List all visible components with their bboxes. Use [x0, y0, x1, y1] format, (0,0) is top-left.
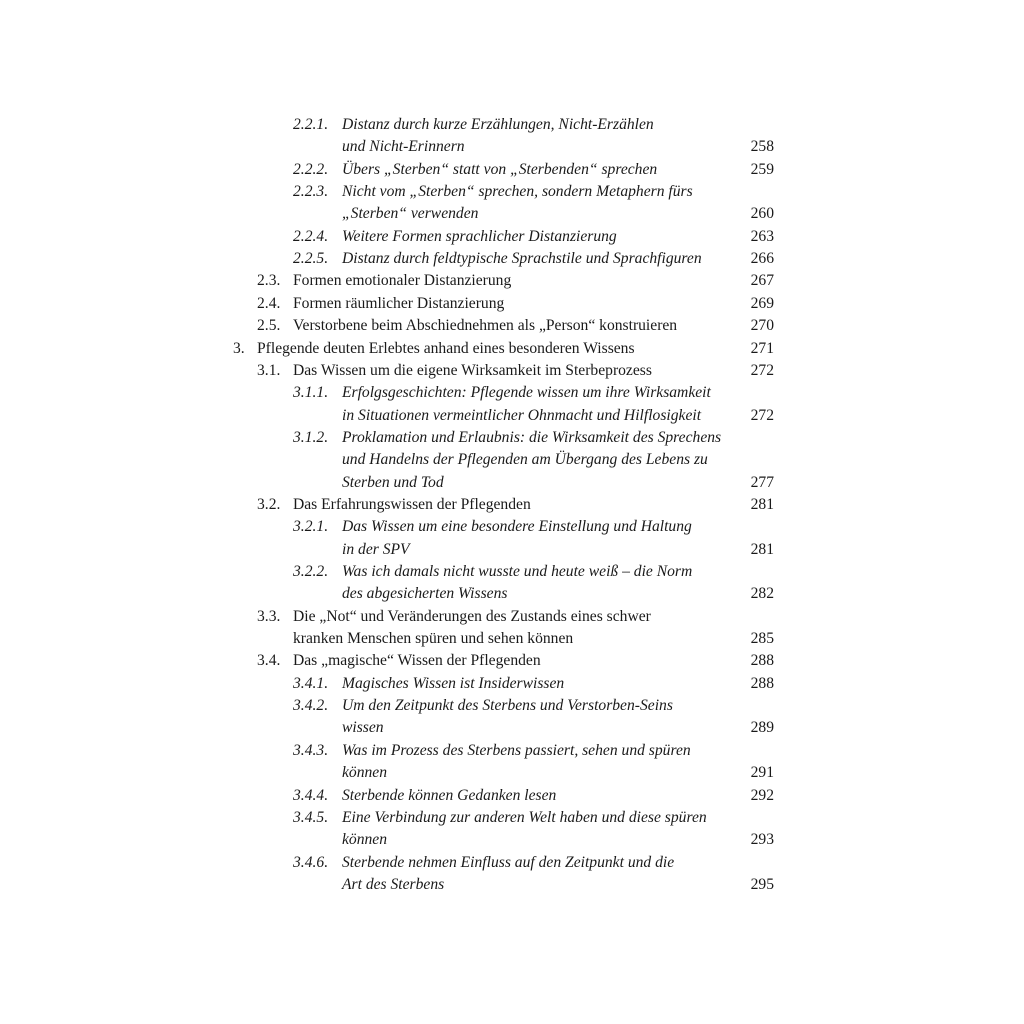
- toc-entry-page-number: 282: [750, 585, 774, 603]
- toc-entry-title-line: Proklamation und Erlaubnis: die Wirksamkeit des Sprechens: [342, 428, 722, 446]
- toc-entry-number: 3.1.1.: [293, 384, 329, 402]
- toc-entry-title-line: und Handelns der Pflegenden am Übergang des Lebens zu: [342, 451, 708, 469]
- toc-entry-number: 3.: [233, 339, 245, 357]
- toc-entry-number: 3.4.6.: [293, 853, 329, 871]
- toc-entry-number: 3.4.2.: [293, 697, 329, 715]
- toc-entry-number: 2.2.5.: [293, 250, 329, 268]
- toc-entry: [0, 787, 1024, 809]
- toc-entry: [0, 295, 1024, 317]
- toc-entry-title-line: kranken Menschen spüren und sehen können: [293, 630, 574, 648]
- toc-entry-number: 3.4.4.: [293, 786, 329, 804]
- toc-entry-title-line: Verstorbene beim Abschiednehmen als „Person“ konstruieren: [293, 317, 678, 335]
- toc-entry: [0, 809, 1024, 854]
- toc-entry-number: 2.5.: [257, 317, 281, 335]
- toc-entry-page-number: 259: [750, 160, 774, 178]
- toc-entry-title-line: in der SPV: [342, 540, 410, 558]
- toc-entry: [0, 608, 1024, 653]
- toc-entry: [0, 161, 1024, 183]
- toc-entry-page-number: 269: [750, 294, 774, 312]
- toc-entry-page-number: 289: [750, 719, 774, 737]
- toc-entry-page-number: 260: [750, 205, 774, 223]
- toc-entry-page-number: 266: [750, 250, 774, 268]
- toc-entry-page-number: 293: [750, 831, 774, 849]
- toc-entry: [0, 697, 1024, 742]
- toc-entry-page-number: 295: [750, 875, 774, 893]
- toc-entry-number: 3.4.1.: [293, 674, 329, 692]
- toc-entry-title-line: Um den Zeitpunkt des Sterbens und Verstorben-Seins: [342, 697, 673, 715]
- toc-entry: [0, 384, 1024, 429]
- toc-entry-title-line: Erfolgsgeschichten: Pflegende wissen um ihre Wirksamkeit: [342, 384, 711, 402]
- toc-entry: [0, 272, 1024, 294]
- toc-entry-page-number: 272: [750, 361, 774, 379]
- toc-entry: [0, 228, 1024, 250]
- toc-entry-number: 3.2.2.: [293, 563, 329, 580]
- toc-entry: [0, 496, 1024, 518]
- toc-entry: [0, 116, 1024, 161]
- toc-entry-title-line: und Nicht-Erinnern: [342, 138, 465, 156]
- toc-entry-number: 3.3.: [257, 607, 281, 625]
- toc-entry-number: 2.2.3.: [293, 183, 329, 201]
- toc-entry: [0, 518, 1024, 563]
- toc-entry-title-line: wissen: [342, 719, 384, 737]
- toc-entry-page-number: 270: [750, 317, 774, 335]
- toc-entry-title-line: Sterben und Tod: [342, 473, 444, 491]
- toc-entry-title-line: Das Wissen um die eigene Wirksamkeit im Sterbeprozess: [293, 361, 652, 379]
- toc-entry-number: 3.2.: [257, 495, 281, 513]
- toc-entry-page-number: 281: [750, 495, 774, 513]
- toc-entry-title-line: Das Erfahrungswissen der Pflegenden: [293, 495, 531, 513]
- toc-entry-title-line: Was ich damals nicht wusste und heute weiß – die Norm: [342, 563, 693, 580]
- toc-entry-page-number: 292: [750, 786, 774, 804]
- toc-entry-page-number: 271: [750, 339, 774, 357]
- toc-entry-page-number: 272: [750, 406, 774, 424]
- toc-entry-title-line: Was im Prozess des Sterbens passiert, sehen und spüren: [342, 741, 691, 759]
- toc-entry-page-number: 288: [750, 674, 774, 692]
- toc-entry-title-line: Die „Not“ und Veränderungen des Zustands eines schwer: [293, 607, 651, 625]
- toc-entry-number: 2.2.1.: [293, 116, 329, 133]
- toc-entry-title-line: Sterbende können Gedanken lesen: [342, 786, 557, 804]
- toc-entry: [0, 340, 1024, 362]
- toc-entry-number: 3.4.3.: [293, 741, 329, 759]
- toc-entry: [0, 854, 1024, 899]
- toc-entry-title-line: Distanz durch kurze Erzählungen, Nicht-Erzählen: [342, 116, 654, 133]
- toc-entry-page-number: 288: [750, 652, 774, 670]
- toc-entry-number: 3.1.: [257, 361, 281, 379]
- toc-entry-page-number: 267: [750, 272, 774, 290]
- toc-entry-page-number: 277: [750, 473, 774, 491]
- toc-entry-page-number: 291: [750, 764, 774, 782]
- toc-entry-number: 2.2.2.: [293, 160, 329, 178]
- toc-entry-number: 2.3.: [257, 272, 281, 290]
- toc-entry-title-line: Weitere Formen sprachlicher Distanzierung: [342, 227, 617, 245]
- toc-entry-number: 2.4.: [257, 294, 281, 312]
- toc-entry-page-number: 285: [750, 630, 774, 648]
- toc-entry-page-number: 263: [750, 227, 774, 245]
- toc-entry-title-line: Nicht vom „Sterben“ sprechen, sondern Metaphern fürs: [342, 183, 693, 201]
- toc-entry-number: 2.2.4.: [293, 227, 329, 245]
- toc-entry-title-line: Eine Verbindung zur anderen Welt haben und diese spüren: [342, 808, 707, 826]
- toc-entry-title-line: Das Wissen um eine besondere Einstellung und Haltung: [342, 518, 692, 536]
- toc-entry-title-line: „Sterben“ verwenden: [342, 205, 479, 223]
- toc-entry-title-line: Art des Sterbens: [342, 875, 445, 893]
- toc-entry-title-line: Magisches Wissen ist Insiderwissen: [342, 674, 565, 692]
- toc-entry-number: 3.2.1.: [293, 518, 329, 536]
- toc-entry: [0, 362, 1024, 384]
- toc-entry-title-line: Das „magische“ Wissen der Pflegenden: [293, 652, 541, 670]
- toc-entry-title-line: können: [342, 764, 388, 782]
- toc-entry-title-line: Sterbende nehmen Einfluss auf den Zeitpunkt und die: [342, 853, 675, 871]
- toc-entry-number: 3.1.2.: [293, 428, 329, 446]
- toc-entry-title-line: können: [342, 831, 388, 849]
- toc-entry-title-line: Distanz durch feldtypische Sprachstile und Sprachfiguren: [342, 250, 702, 268]
- toc-entry-title-line: des abgesicherten Wissens: [342, 585, 508, 603]
- toc-entry-page-number: 258: [750, 138, 774, 156]
- toc-entry: [0, 183, 1024, 228]
- toc-entry: [0, 742, 1024, 787]
- toc-entry: [0, 250, 1024, 272]
- toc-entry: [0, 563, 1024, 608]
- toc-entry: [0, 675, 1024, 697]
- toc-entry: [0, 429, 1024, 496]
- toc-entry-title-line: Übers „Sterben“ statt von „Sterbenden“ sprechen: [342, 160, 658, 178]
- toc-entry-title-line: Formen räumlicher Distanzierung: [293, 294, 505, 312]
- toc-entry-number: 3.4.: [257, 652, 281, 670]
- toc-entry-page-number: 281: [750, 540, 774, 558]
- toc-entry-title-line: in Situationen vermeintlicher Ohnmacht und Hilflosigkeit: [342, 406, 702, 424]
- toc-entry: [0, 317, 1024, 339]
- toc-entry-title-line: Formen emotionaler Distanzierung: [293, 272, 512, 290]
- toc-entry-title-line: Pflegende deuten Erlebtes anhand eines besonderen Wissens: [257, 339, 635, 357]
- toc-entry: [0, 652, 1024, 674]
- toc-entry-number: 3.4.5.: [293, 808, 329, 826]
